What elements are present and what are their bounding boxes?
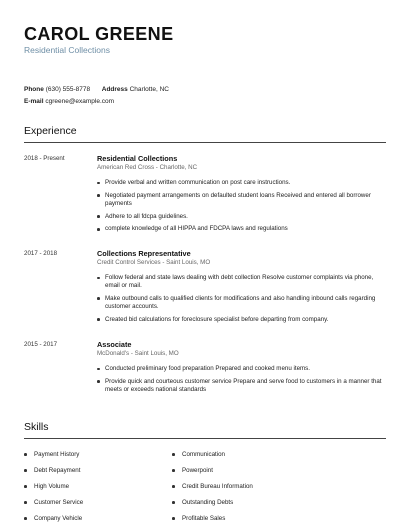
job-bullet: Make outbound calls to qualified clients for modifications and also handling inbound calls regarding customer accounts.	[97, 295, 386, 311]
contact-line-1	[24, 86, 169, 93]
skill-item: Profitable Sales	[172, 515, 225, 522]
job-bullet: Adhere to all fdcpa guidelines.	[97, 213, 386, 221]
job-company: American Red Cross - Charlotte, NC	[97, 164, 198, 171]
experience-divider	[24, 142, 386, 143]
job-bullets	[97, 274, 386, 328]
phone-label: Phone	[24, 86, 44, 93]
contact-line-2	[24, 98, 114, 105]
experience-heading: Experience	[24, 125, 77, 137]
job-title: Residential Collections	[97, 154, 178, 163]
job-bullet: Provide verbal and written communication on post care instructions.	[97, 179, 386, 187]
job-company: Credit Control Services - Saint Louis, MO	[97, 259, 211, 266]
phone-value: (630) 555-8778	[45, 86, 91, 93]
job-bullet: complete knowledge of all HIPPA and FDCPA laws and regulations	[97, 225, 386, 233]
skill-item: Outstanding Debts	[172, 499, 233, 506]
skill-item: High Volume	[24, 483, 69, 490]
job-title: Collections Representative	[97, 249, 191, 258]
job-title: Associate	[97, 340, 132, 349]
job-dates: 2015 - 2017	[24, 341, 58, 348]
skills-divider	[24, 438, 386, 439]
candidate-name: CAROL GREENE	[24, 24, 174, 44]
job-bullet: Negotiated payment arrangements on defaulted student loans Received and entered all borrower payments	[97, 192, 386, 208]
job-company: McDonald's - Saint Louis, MO	[97, 350, 179, 357]
job-bullet: Provide quick and courteous customer service Prepare and serve food to customers in a manner that meets or exceeds national standards	[97, 378, 386, 394]
skill-item: Company Vehicle	[24, 515, 82, 522]
job-bullets	[97, 365, 386, 399]
address-value: Charlotte, NC	[129, 86, 169, 93]
job-bullet: Created bid calculations for foreclosure specialist before departing from company.	[97, 316, 386, 324]
skill-item: Powerpoint	[172, 467, 213, 474]
email-label: E-mail	[24, 98, 44, 105]
skill-item: Customer Service	[24, 499, 83, 506]
skill-item: Debt Repayment	[24, 467, 80, 474]
job-bullets	[97, 179, 386, 238]
address-label: Address	[101, 86, 128, 93]
job-bullet: Follow federal and state laws dealing with debt collection Resolve customer complaints via phone, email or mail.	[97, 274, 386, 290]
email-value: cgreene@example.com	[45, 98, 115, 105]
job-dates: 2017 - 2018	[24, 250, 58, 257]
candidate-role: Residential Collections	[24, 45, 110, 55]
job-bullet: Conducted preliminary food preparation Prepared and cooked menu items.	[97, 365, 386, 373]
skill-item: Communication	[172, 451, 225, 458]
job-dates: 2018 - Present	[24, 155, 65, 162]
skill-item: Credit Bureau Information	[172, 483, 253, 490]
skill-item: Payment History	[24, 451, 79, 458]
skills-heading: Skills	[24, 421, 49, 433]
